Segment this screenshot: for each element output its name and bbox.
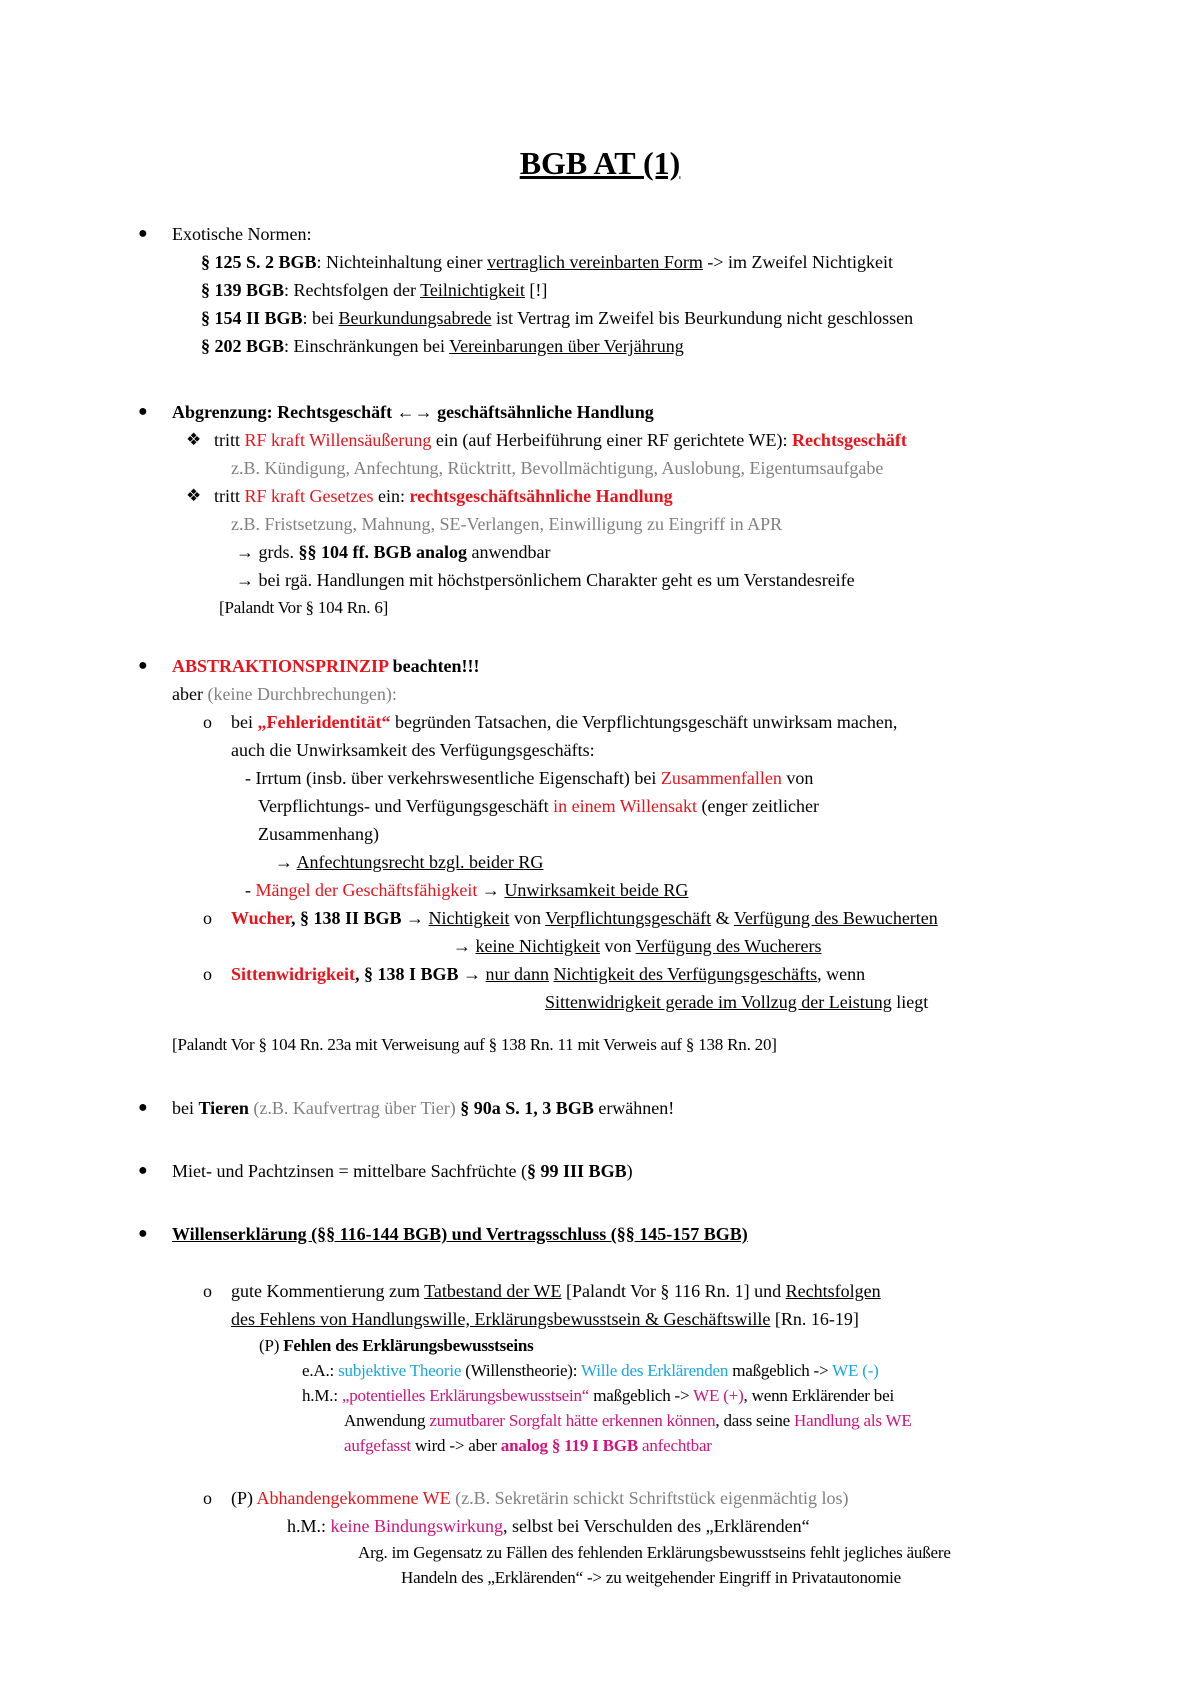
section-heading: Exotische Normen: bbox=[172, 224, 312, 244]
list-item: tritt RF kraft Gesetzes ein: rechtsgeschäftsähnliche Handlung bbox=[214, 486, 673, 506]
bullet-icon: ● bbox=[138, 403, 148, 420]
arrow-right-icon: → bbox=[481, 880, 500, 900]
norm-line: § 202 BGB: Einschränkungen bei Vereinbarungen über Verjährung bbox=[201, 336, 684, 356]
consequence-line: → Anfechtungsrecht bzgl. beider RG bbox=[275, 852, 544, 872]
arrow-right-icon: → bbox=[275, 852, 293, 872]
text-line: auch die Unwirksamkeit des Verfügungsgeschäfts: bbox=[231, 740, 595, 760]
list-item: Sittenwidrigkeit, § 138 I BGB → nur dann Nichtigkeit des Verfügungsgeschäfts, wenn bbox=[231, 964, 866, 984]
norm-line: § 139 BGB: Rechtsfolgen der Teilnichtigkeit [!] bbox=[201, 280, 548, 300]
bullet-icon: ● bbox=[138, 1162, 148, 1179]
text-line: aufgefasst wird -> aber analog § 119 I BGB anfechtbar bbox=[344, 1436, 712, 1455]
page-title: BGB AT (1) bbox=[519, 145, 681, 181]
consequence-line: → bei rgä. Handlungen mit höchstpersönlichem Charakter geht es um Verstandesreife bbox=[236, 570, 855, 590]
norm-line: § 154 II BGB: bei Beurkundungsabrede ist Vertrag im Zweifel bis Beurkundung nicht geschlossen bbox=[201, 308, 914, 328]
diamond-bullet-icon: ❖ bbox=[186, 486, 202, 505]
opinion-line: h.M.: keine Bindungswirkung, selbst bei Verschulden des „Erklärenden“ bbox=[287, 1516, 810, 1536]
list-item: Wucher, § 138 II BGB → Nichtigkeit von Verpflichtungsgeschäft & Verfügung des Bewucherten bbox=[231, 908, 938, 928]
list-item: gute Kommentierung zum Tatbestand der WE [Palandt Vor § 116 Rn. 1] und Rechtsfolgen bbox=[231, 1281, 881, 1301]
circle-bullet-icon: o bbox=[203, 1488, 212, 1508]
argument-line: Handeln des „Erklärenden“ -> zu weitgehender Eingriff in Privatautonomie bbox=[401, 1568, 901, 1587]
text-line: Sittenwidrigkeit gerade im Vollzug der Leistung liegt bbox=[545, 992, 929, 1012]
argument-line: Arg. im Gegensatz zu Fällen des fehlenden Erklärungsbewusstseins fehlt jegliches äußere bbox=[358, 1543, 951, 1562]
example-text: z.B. Kündigung, Anfechtung, Rücktritt, Bevollmächtigung, Auslobung, Eigentumsaufgabe bbox=[231, 458, 884, 478]
bullet-icon: ● bbox=[138, 657, 148, 674]
arrow-right-icon: → bbox=[406, 908, 425, 928]
section-line: bei Tieren (z.B. Kaufvertrag über Tier) § 90a S. 1, 3 BGB erwähnen! bbox=[172, 1098, 675, 1118]
problem-heading: (P) Fehlen des Erklärungsbewusstseins bbox=[259, 1336, 534, 1355]
list-item: tritt RF kraft Willensäußerung ein (auf Herbeiführung einer RF gerichtete WE): Rechtsgeschäft bbox=[214, 430, 907, 450]
citation: [Palandt Vor § 104 Rn. 23a mit Verweisung auf § 138 Rn. 11 mit Verweis auf § 138 Rn. 20] bbox=[172, 1035, 777, 1054]
list-item: (P) Abhandengekommene WE (z.B. Sekretärin schickt Schriftstück eigenmächtig los) bbox=[231, 1488, 849, 1508]
double-arrow-icon: ←→ bbox=[396, 402, 433, 422]
section-line: Miet- und Pachtzinsen = mittelbare Sachfrüchte (§ 99 III BGB) bbox=[172, 1161, 633, 1181]
text-line: Anwendung zumutbarer Sorgfalt hätte erkennen können, dass seine Handlung als WE bbox=[344, 1411, 912, 1430]
citation: [Palandt Vor § 104 Rn. 6] bbox=[219, 598, 389, 617]
text-line: des Fehlens von Handlungswille, Erklärungsbewusstsein & Geschäftswille [Rn. 16-19] bbox=[231, 1309, 859, 1329]
text-line: Verpflichtungs- und Verfügungsgeschäft in einem Willensakt (enger zeitlicher bbox=[258, 796, 819, 816]
circle-bullet-icon: o bbox=[203, 712, 212, 732]
section-heading: ABSTRAKTIONSPRINZIP beachten!!! bbox=[172, 656, 480, 676]
section-heading: Abgrenzung: Rechtsgeschäft ←→ geschäftsähnliche Handlung bbox=[172, 402, 654, 422]
example-text: z.B. Fristsetzung, Mahnung, SE-Verlangen, Einwilligung zu Eingriff in APR bbox=[231, 514, 783, 534]
text-line: - Mängel der Geschäftsfähigkeit → Unwirksamkeit beide RG bbox=[245, 880, 689, 900]
consequence-line: → keine Nichtigkeit von Verfügung des Wucherers bbox=[453, 936, 822, 956]
text-line: - Irrtum (insb. über verkehrswesentliche Eigenschaft) bei Zusammenfallen von bbox=[245, 768, 814, 788]
circle-bullet-icon: o bbox=[203, 1281, 212, 1301]
arrow-right-icon: → bbox=[236, 570, 254, 590]
list-item: bei „Fehleridentität“ begründen Tatsachen, die Verpflichtungsgeschäft unwirksam machen, bbox=[231, 712, 898, 732]
circle-bullet-icon: o bbox=[203, 908, 212, 928]
diamond-bullet-icon: ❖ bbox=[186, 430, 202, 449]
arrow-right-icon: → bbox=[463, 964, 482, 984]
opinion-line: e.A.: subjektive Theorie (Willenstheorie): Wille des Erklärenden maßgeblich -> WE (-) bbox=[302, 1361, 879, 1380]
circle-bullet-icon: o bbox=[203, 964, 212, 984]
norm-line: § 125 S. 2 BGB: Nichteinhaltung einer vertraglich vereinbarten Form -> im Zweifel Nichtigkeit bbox=[201, 252, 894, 272]
text-line: aber (keine Durchbrechungen): bbox=[172, 684, 397, 704]
arrow-right-icon: → bbox=[453, 936, 471, 956]
section-heading: Willenserklärung (§§ 116-144 BGB) und Vertragsschluss (§§ 145-157 BGB) bbox=[172, 1224, 748, 1244]
arrow-right-icon: → bbox=[236, 542, 254, 562]
bullet-icon: ● bbox=[138, 1099, 148, 1116]
text-line: Zusammenhang) bbox=[258, 824, 379, 844]
bullet-icon: ● bbox=[138, 225, 148, 242]
consequence-line: → grds. §§ 104 ff. BGB analog anwendbar bbox=[236, 542, 551, 562]
bullet-icon: ● bbox=[138, 1225, 148, 1242]
opinion-line: h.M.: „potentielles Erklärungsbewusstsein“ maßgeblich -> WE (+), wenn Erklärender bei bbox=[302, 1386, 894, 1405]
